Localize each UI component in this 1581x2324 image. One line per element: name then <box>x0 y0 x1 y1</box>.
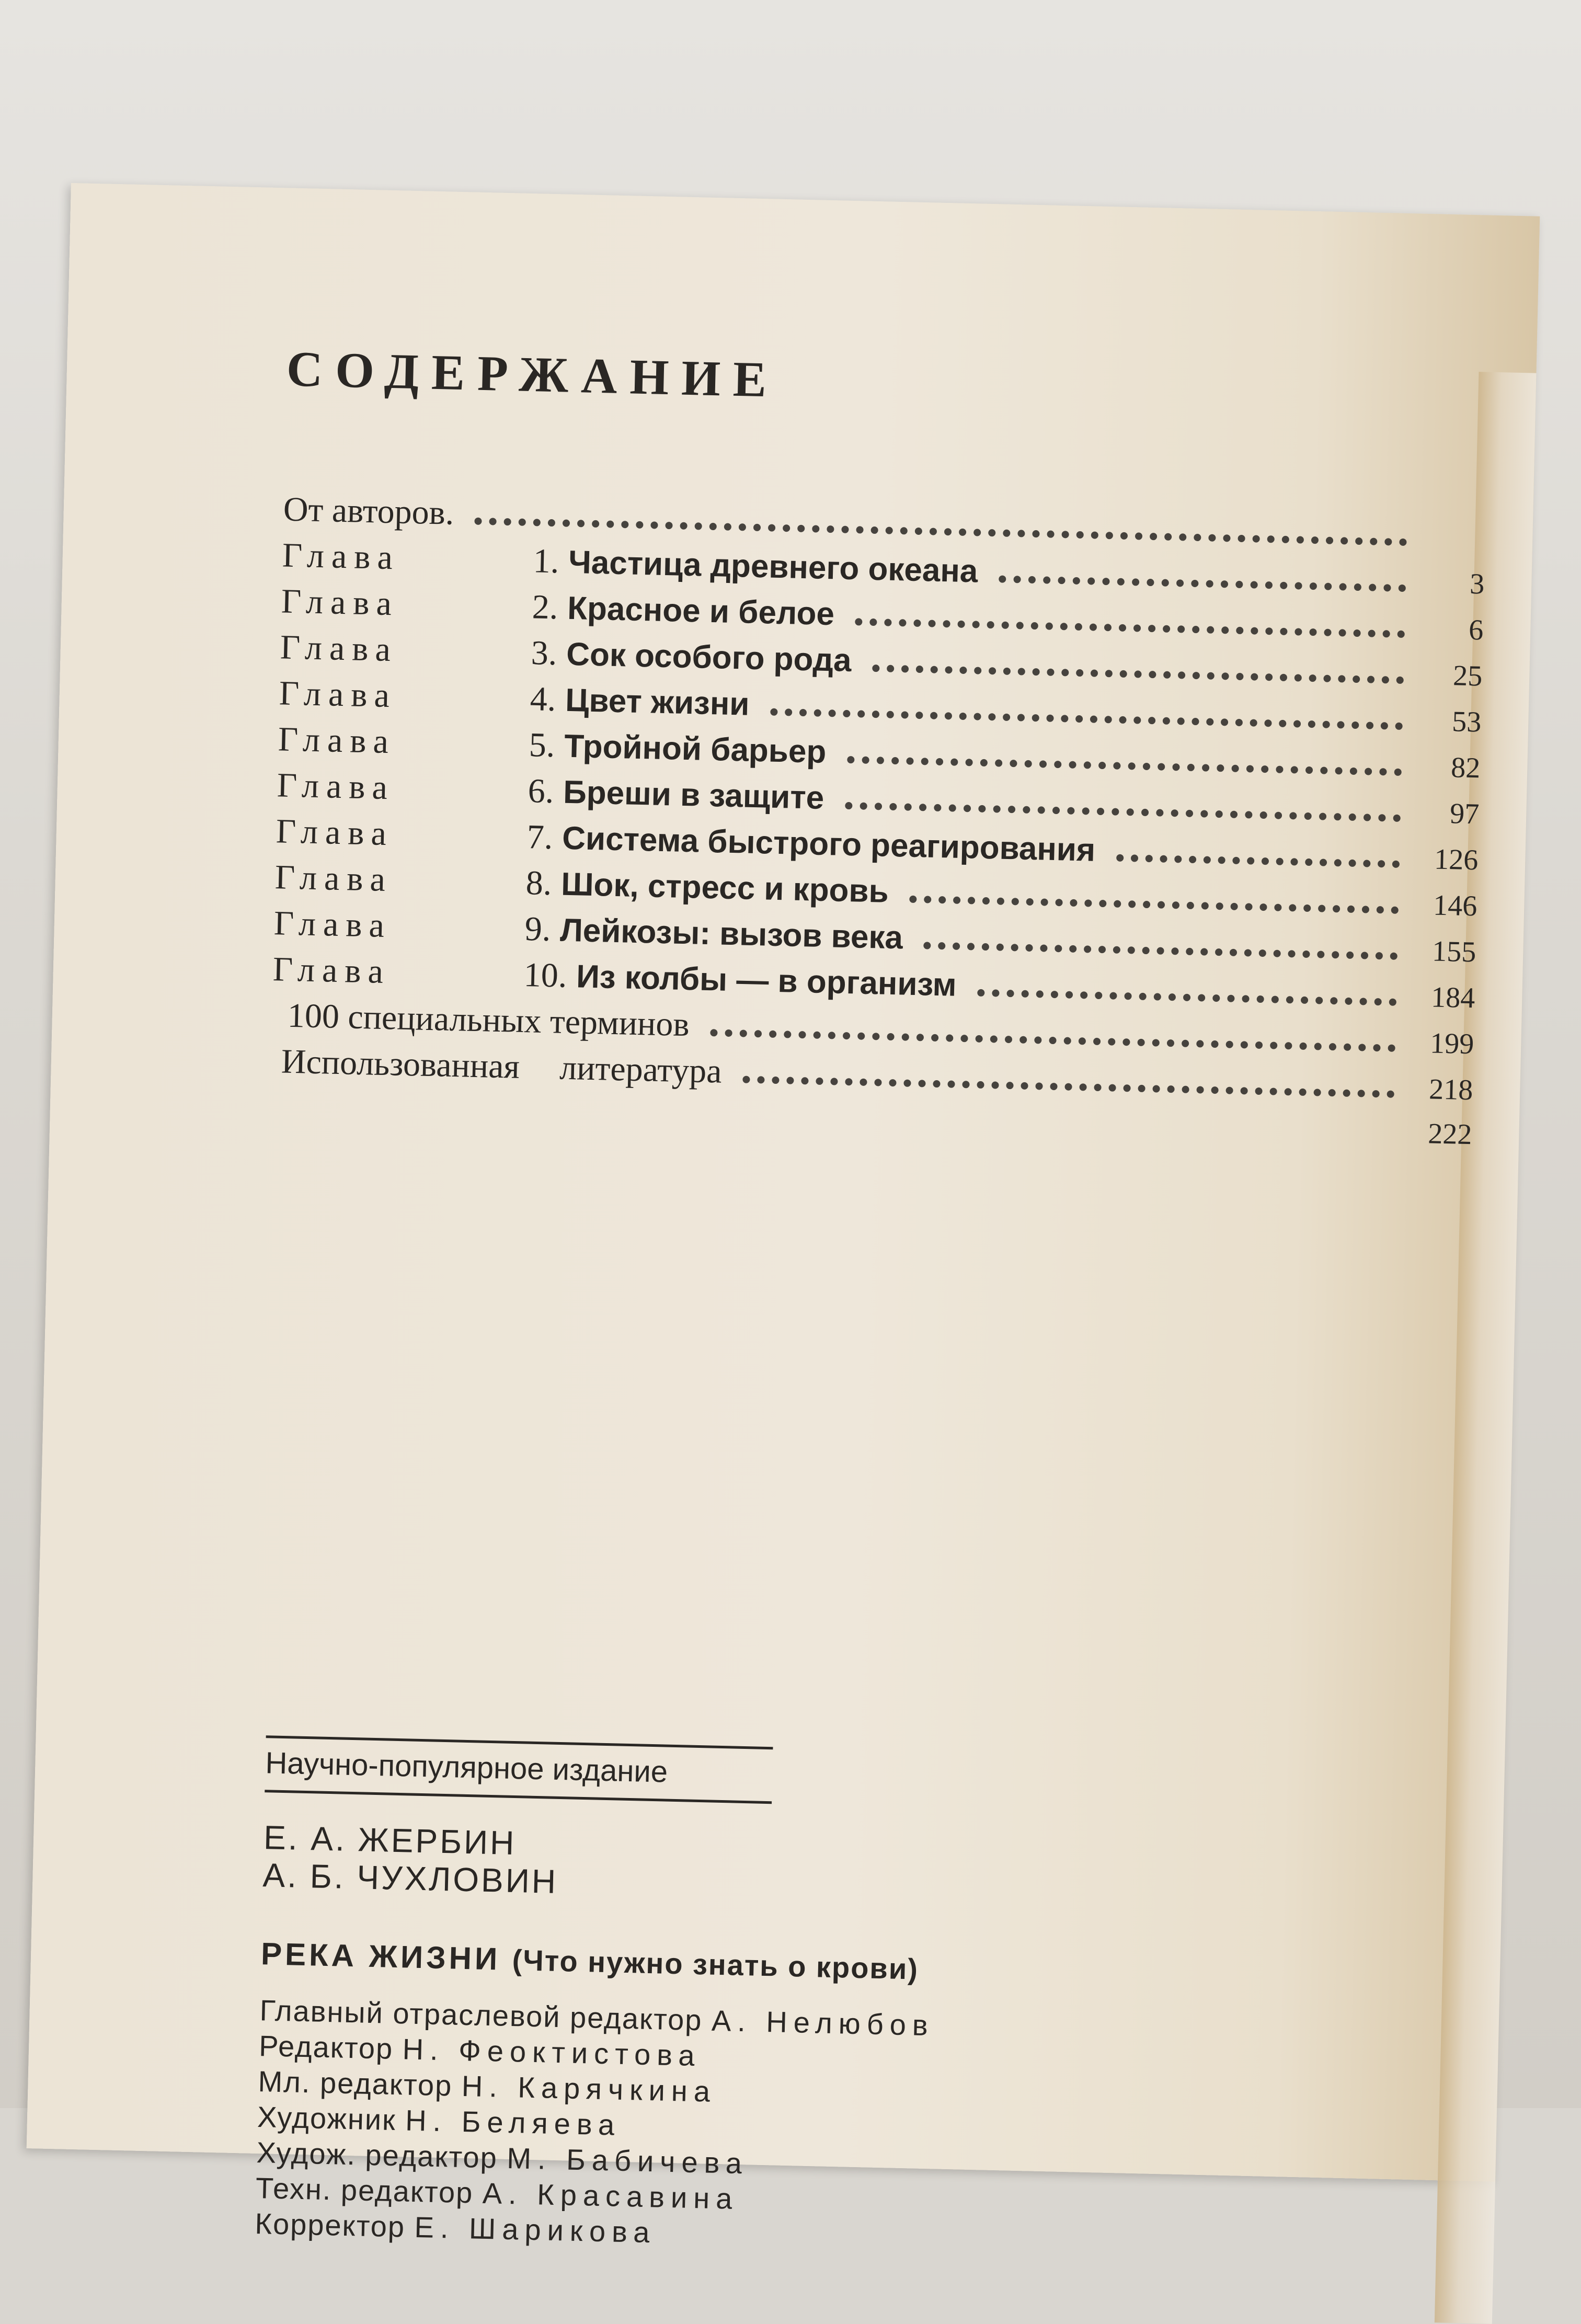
toc-entry-title: Из колбы — в организм <box>576 958 957 1003</box>
toc-entry-prefix: Глава <box>272 950 391 991</box>
toc-entry-page: 199 <box>1429 1027 1475 1061</box>
toc-entry-page: 53 <box>1451 705 1482 739</box>
toc-entry-title: Частица древнего океана <box>568 544 979 590</box>
author-name: А. Б. ЧУХЛОВИН <box>262 1856 558 1901</box>
toc-entry-number: 1. <box>533 542 560 581</box>
toc-entry-page: 126 <box>1434 843 1479 877</box>
toc-entry-page: 222 <box>1427 1117 1473 1151</box>
credit-role: Худож. редактор <box>256 2136 498 2174</box>
toc-entry-prefix: Глава <box>278 720 396 761</box>
toc-entry-page: 218 <box>1428 1073 1474 1107</box>
table-of-contents <box>270 339 1490 1151</box>
toc-entry-title: Использованная литература <box>281 1042 723 1091</box>
credit-name: Е. Шарикова <box>414 2210 657 2249</box>
toc-entry-number: 9. <box>524 910 552 949</box>
book-page <box>27 183 1540 2249</box>
toc-heading: СОДЕРЖАНИЕ <box>285 340 780 408</box>
toc-entry-page: 82 <box>1450 751 1481 785</box>
toc-entry-number: 6. <box>528 772 555 811</box>
toc-entry-title: Цвет жизни <box>565 682 750 723</box>
toc-entry-title: Лейкозы: вызов века <box>559 912 903 956</box>
toc-entry-title: Тройной барьер <box>564 728 827 771</box>
credit-role: Художник <box>257 2100 397 2137</box>
toc-entry-prefix: Глава <box>282 536 400 577</box>
toc-entry-number: 4. <box>530 680 557 719</box>
toc-entry-prefix: Глава <box>279 674 397 715</box>
toc-entry-prefix: Глава <box>281 582 399 623</box>
dot-leader <box>291 1117 1393 1142</box>
toc-entry-page: 6 <box>1468 613 1484 647</box>
toc-entry-page: 155 <box>1431 935 1477 969</box>
dot-leader <box>999 575 1406 592</box>
dot-leader <box>742 1076 1394 1098</box>
toc-entry-title: Система быстрого реагирования <box>562 820 1096 868</box>
toc-entry-prefix: Глава <box>280 628 398 669</box>
dot-leader <box>855 618 1405 638</box>
credits-list <box>255 1993 1410 2268</box>
imprint-block <box>255 1735 1416 2268</box>
dot-leader <box>977 989 1396 1006</box>
credit-role: Главный отраслевой редактор <box>259 1994 703 2037</box>
edition-type-label: Научно-популярное издание <box>265 1735 773 1804</box>
credit-role: Корректор <box>254 2206 406 2243</box>
dot-leader <box>909 896 1399 914</box>
dot-leader <box>710 1029 1395 1052</box>
toc-entry-number: 8. <box>525 864 553 903</box>
toc-entry-number: 10. <box>523 956 568 995</box>
credit-name: Н. Карячкина <box>461 2069 717 2108</box>
credit-role: Мл. редактор <box>258 2065 453 2102</box>
book-title-main: РЕКА ЖИЗНИ <box>260 1936 501 1977</box>
credit-name: А. Красавина <box>482 2176 739 2215</box>
toc-entry-prefix: Глава <box>273 904 392 945</box>
toc-entry-number: 7. <box>526 818 554 857</box>
toc-entry-page: 146 <box>1433 889 1478 923</box>
toc-entry-prefix: Глава <box>276 812 394 853</box>
toc-entry-page: 184 <box>1430 981 1476 1015</box>
book-subtitle: (Что нужно знать о крови) <box>512 1943 919 1986</box>
toc-list <box>270 486 1486 1151</box>
toc-entry-number: 3. <box>531 634 558 673</box>
credit-name: М. Бабичева <box>506 2141 749 2180</box>
toc-entry-prefix: Глава <box>277 766 395 807</box>
toc-entry-title: Шок, стресс и кровь <box>560 866 889 910</box>
toc-entry-number: 2. <box>532 588 559 627</box>
credit-role: Техн. редактор <box>255 2171 474 2209</box>
dot-leader <box>847 756 1402 776</box>
dot-leader <box>845 802 1401 822</box>
book-title <box>260 1936 1411 1998</box>
dot-leader <box>872 665 1404 684</box>
toc-entry-page: 3 <box>1469 567 1485 601</box>
dot-leader <box>770 708 1403 730</box>
toc-entry-title: Красное и белое <box>567 590 835 633</box>
toc-entry-title: Сок особого рода <box>566 636 852 679</box>
toc-entry-page: 97 <box>1449 797 1480 831</box>
dot-leader <box>1116 854 1400 868</box>
credit-name: Н. Феоктистова <box>402 2032 702 2073</box>
credit-name: Н. Беляева <box>405 2103 621 2142</box>
authors <box>262 1818 1414 1920</box>
dot-leader <box>924 942 1398 960</box>
author-name: Е. А. ЖЕРБИН <box>263 1818 517 1862</box>
toc-entry-page <box>1423 546 1485 548</box>
credit-role: Редактор <box>258 2029 394 2065</box>
credit-name: А. Нелюбов <box>711 2004 935 2042</box>
toc-entry-page: 25 <box>1452 659 1483 693</box>
toc-entry-prefix: Глава <box>274 858 393 899</box>
toc-entry-title: 100 специальных терминов <box>287 996 690 1044</box>
toc-entry-title: От авторов. <box>283 490 455 532</box>
toc-entry-title: Бреши в защите <box>563 774 824 816</box>
toc-entry-number: 5. <box>529 726 556 765</box>
